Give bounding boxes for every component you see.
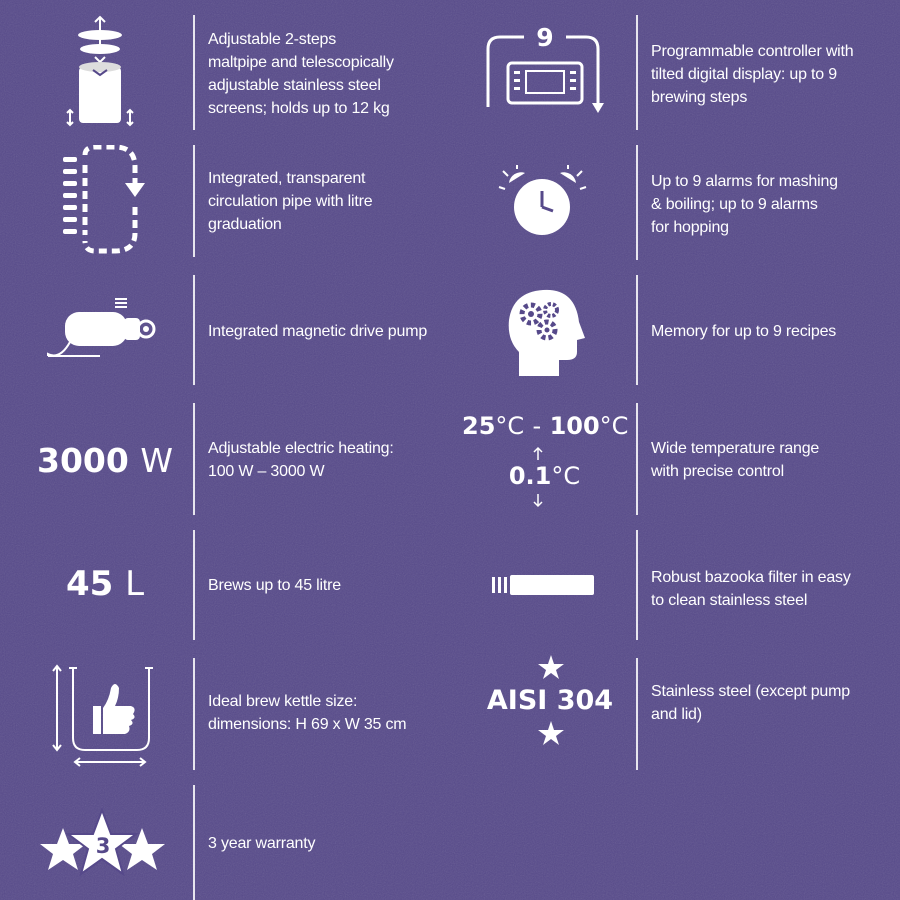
precision-value: 0.1 — [508, 462, 552, 490]
precision-unit: °C — [551, 462, 581, 490]
volume-value: 45 — [65, 564, 114, 604]
volume-icon — [40, 562, 170, 606]
feature-text: Stainless steel (except pump and lid) — [651, 683, 850, 723]
temperature-icon — [462, 412, 627, 512]
power-unit: W — [140, 440, 173, 480]
alarm-clock-icon — [495, 165, 590, 240]
circulation-pipe-icon — [55, 145, 145, 255]
star-icon — [538, 655, 564, 679]
divider — [193, 658, 195, 770]
feature-text: Integrated, transparent circulation pipe with litre graduation — [208, 170, 373, 233]
feature-text: Up to 9 alarms for mashing & boiling; up to 9 alarms for hopping — [651, 173, 838, 236]
divider — [636, 403, 638, 515]
controller-steps-value: 9 — [536, 23, 554, 52]
feature-text: Adjustable electric heating: 100 W – 3000 W — [208, 440, 394, 480]
divider — [636, 530, 638, 640]
filter-icon — [488, 572, 598, 598]
feature-text: 3 year warranty — [208, 835, 316, 852]
maltpipe-icon — [55, 15, 145, 130]
feature-text: Brews up to 45 litre — [208, 577, 341, 594]
kettle-size-icon — [45, 658, 155, 773]
power-icon — [30, 438, 180, 482]
pump-icon — [40, 290, 160, 370]
feature-text: Ideal brew kettle size: dimensions: H 69 x W 35 cm — [208, 693, 407, 733]
feature-text: Wide temperature range with precise control — [651, 440, 820, 480]
feature-text: Integrated magnetic drive pump — [208, 323, 428, 340]
power-value: 3000 — [37, 440, 129, 480]
divider — [193, 785, 195, 900]
temperature-dash: - — [532, 412, 542, 440]
temperature-range — [462, 412, 627, 440]
temperature-unit: °C — [599, 412, 629, 440]
divider — [193, 15, 195, 130]
temperature-unit: °C — [495, 412, 525, 440]
divider — [193, 403, 195, 515]
steel-grade-icon — [480, 655, 620, 750]
head-gears-icon — [505, 288, 585, 378]
temperature-low: 25 — [462, 412, 496, 440]
divider — [636, 275, 638, 385]
steel-grade-value: AISI 304 — [486, 685, 614, 716]
feature-text: Robust bazooka filter in easy to clean stainless steel — [651, 569, 851, 609]
temperature-high: 100 — [549, 412, 600, 440]
divider — [636, 658, 638, 770]
warranty-icon — [35, 808, 170, 883]
volume-unit: L — [125, 564, 145, 604]
warranty-value: 3 — [95, 834, 111, 858]
divider — [193, 530, 195, 640]
divider — [636, 15, 638, 130]
divider — [193, 275, 195, 385]
temperature-precision — [462, 462, 627, 490]
star-icon — [538, 721, 564, 745]
controller-icon — [480, 25, 610, 120]
divider — [193, 145, 195, 257]
feature-text: Memory for up to 9 recipes — [651, 323, 837, 340]
feature-text: Adjustable 2-steps maltpipe and telescopically adjustable stainless steel screens; holds up to 12 kg — [208, 31, 394, 117]
divider — [636, 145, 638, 260]
feature-text: Programmable controller with tilted digital display: up to 9 brewing steps — [651, 43, 854, 106]
